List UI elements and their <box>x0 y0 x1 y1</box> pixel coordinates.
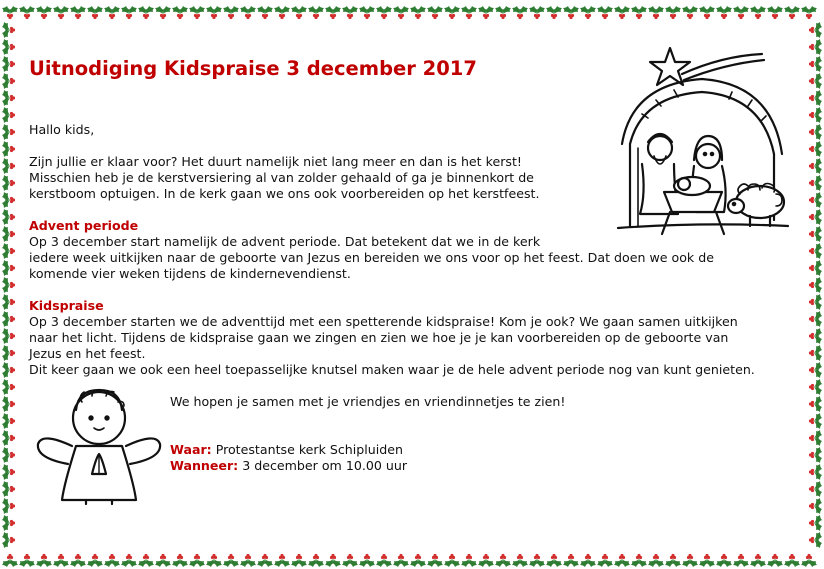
holly-sprig-icon <box>291 554 307 567</box>
holly-sprig-icon <box>580 6 596 19</box>
holly-sprig-icon <box>478 6 494 19</box>
holly-sprig-icon <box>121 6 137 19</box>
holly-sprig-icon <box>784 554 800 567</box>
holly-sprig-icon <box>809 141 822 157</box>
holly-sprig-icon <box>809 294 822 310</box>
holly-sprig-icon <box>291 6 307 19</box>
holly-sprig-icon <box>274 6 290 19</box>
holly-sprig-icon <box>546 6 562 19</box>
holly-sprig-icon <box>2 243 15 259</box>
holly-sprig-icon <box>444 554 460 567</box>
holly-sprig-icon <box>478 554 494 567</box>
holly-sprig-icon <box>809 56 822 72</box>
holly-sprig-icon <box>427 554 443 567</box>
holly-sprig-icon <box>172 554 188 567</box>
holly-sprig-icon <box>2 413 15 429</box>
holly-sprig-icon <box>2 362 15 378</box>
holly-sprig-icon <box>342 554 358 567</box>
holly-sprig-icon <box>257 554 273 567</box>
holly-sprig-icon <box>631 6 647 19</box>
holly-sprig-icon <box>809 158 822 174</box>
holly-sprig-icon <box>2 447 15 463</box>
kidspraise-heading: Kidspraise <box>29 298 104 313</box>
holly-sprig-icon <box>614 554 630 567</box>
holly-sprig-icon <box>308 6 324 19</box>
kidspraise-line: Dit keer gaan we ook een heel toepasselijke knutsel maken waar je de hele advent periode nog van kunt genieten. <box>29 362 755 377</box>
holly-sprig-icon <box>784 6 800 19</box>
angel-illustration-icon <box>34 384 164 506</box>
holly-sprig-icon <box>2 328 15 344</box>
intro-line: kerstboom optuigen. In de kerk gaan we ons ook voorbereiden op het kerstfeest. <box>29 186 540 201</box>
holly-sprig-icon <box>2 396 15 412</box>
holly-sprig-icon <box>733 554 749 567</box>
holly-sprig-icon <box>801 6 817 19</box>
holly-sprig-icon <box>809 481 822 497</box>
closing-text: We hopen je samen met je vriendjes en vriendinnetjes te zien! <box>170 394 566 409</box>
where-value: Protestantse kerk Schipluiden <box>215 442 403 457</box>
holly-sprig-icon <box>138 554 154 567</box>
holly-sprig-icon <box>2 226 15 242</box>
holly-sprig-icon <box>809 192 822 208</box>
holly-sprig-icon <box>809 362 822 378</box>
holly-sprig-icon <box>631 554 647 567</box>
holly-sprig-icon <box>325 554 341 567</box>
kidspraise-line: Op 3 december starten we de adventtijd met een spetterende kidspraise! Kom je ook? We gaan samen uitkijken <box>29 314 738 329</box>
holly-sprig-icon <box>461 554 477 567</box>
holly-sprig-icon <box>809 379 822 395</box>
holly-sprig-icon <box>809 464 822 480</box>
holly-sprig-icon <box>809 22 822 38</box>
holly-sprig-icon <box>648 6 664 19</box>
holly-sprig-icon <box>767 554 783 567</box>
holly-sprig-icon <box>2 515 15 531</box>
holly-sprig-icon <box>104 554 120 567</box>
holly-sprig-icon <box>444 6 460 19</box>
holly-sprig-icon <box>750 6 766 19</box>
holly-sprig-icon <box>665 554 681 567</box>
holly-sprig-icon <box>809 515 822 531</box>
holly-sprig-icon <box>2 464 15 480</box>
holly-sprig-icon <box>767 6 783 19</box>
advent-line: komende vier weken tijdens de kindernevendienst. <box>29 266 351 281</box>
holly-sprig-icon <box>53 6 69 19</box>
holly-sprig-icon <box>809 243 822 259</box>
page-title: Uitnodiging Kidspraise 3 december 2017 <box>29 57 477 80</box>
holly-sprig-icon <box>2 481 15 497</box>
holly-sprig-icon <box>563 6 579 19</box>
holly-sprig-icon <box>2 345 15 361</box>
holly-sprig-icon <box>580 554 596 567</box>
holly-sprig-icon <box>809 447 822 463</box>
where-line <box>170 442 403 458</box>
holly-sprig-icon <box>2 532 15 548</box>
holly-sprig-icon <box>87 554 103 567</box>
holly-sprig-icon <box>240 6 256 19</box>
intro-line: Zijn jullie er klaar voor? Het duurt namelijk niet lang meer en dan is het kerst! <box>29 154 522 169</box>
holly-sprig-icon <box>427 6 443 19</box>
holly-sprig-icon <box>648 554 664 567</box>
holly-sprig-icon <box>512 6 528 19</box>
holly-sprig-icon <box>2 141 15 157</box>
holly-sprig-icon <box>257 6 273 19</box>
holly-sprig-icon <box>308 554 324 567</box>
holly-sprig-icon <box>2 554 18 567</box>
holly-sprig-icon <box>461 6 477 19</box>
holly-sprig-icon <box>70 6 86 19</box>
holly-sprig-icon <box>809 175 822 191</box>
holly-sprig-icon <box>529 554 545 567</box>
holly-sprig-icon <box>393 554 409 567</box>
greeting: Hallo kids, <box>29 122 95 137</box>
holly-sprig-icon <box>809 73 822 89</box>
holly-sprig-icon <box>809 209 822 225</box>
holly-sprig-icon <box>2 158 15 174</box>
holly-sprig-icon <box>809 107 822 123</box>
holly-sprig-icon <box>809 39 822 55</box>
holly-sprig-icon <box>223 6 239 19</box>
holly-sprig-icon <box>189 554 205 567</box>
kidspraise-line: Jezus en het feest. <box>29 346 146 361</box>
holly-sprig-icon <box>87 6 103 19</box>
when-label: Wanneer: <box>170 458 239 473</box>
holly-sprig-icon <box>2 498 15 514</box>
holly-sprig-icon <box>809 532 822 548</box>
holly-sprig-icon <box>393 6 409 19</box>
holly-sprig-icon <box>2 90 15 106</box>
holly-sprig-icon <box>376 554 392 567</box>
holly-sprig-icon <box>699 554 715 567</box>
holly-sprig-icon <box>682 6 698 19</box>
holly-sprig-icon <box>240 554 256 567</box>
holly-sprig-icon <box>155 554 171 567</box>
holly-sprig-icon <box>138 6 154 19</box>
holly-sprig-icon <box>359 554 375 567</box>
holly-sprig-icon <box>665 6 681 19</box>
holly-sprig-icon <box>809 345 822 361</box>
holly-sprig-icon <box>809 226 822 242</box>
holly-sprig-icon <box>2 379 15 395</box>
holly-sprig-icon <box>2 22 15 38</box>
holly-sprig-icon <box>36 6 52 19</box>
holly-sprig-icon <box>716 554 732 567</box>
holly-sprig-icon <box>801 554 817 567</box>
holly-sprig-icon <box>809 260 822 276</box>
holly-sprig-icon <box>70 554 86 567</box>
when-value: 3 december om 10.00 uur <box>242 458 408 473</box>
holly-sprig-icon <box>809 498 822 514</box>
advent-heading: Advent periode <box>29 218 139 233</box>
holly-sprig-icon <box>53 554 69 567</box>
holly-sprig-icon <box>682 554 698 567</box>
holly-sprig-icon <box>495 6 511 19</box>
holly-sprig-icon <box>809 430 822 446</box>
holly-sprig-icon <box>104 6 120 19</box>
holly-sprig-icon <box>2 311 15 327</box>
kidspraise-line: naar het licht. Tijdens de kidspraise gaan we zingen en zien we hoe je je kan voorbereiden op de geboorte van <box>29 330 729 345</box>
advent-line: iedere week uitkijken naar de geboorte van Jezus en bereiden we ons voor op het feest. Dat doen we ook de <box>29 250 714 265</box>
holly-sprig-icon <box>2 39 15 55</box>
holly-sprig-icon <box>2 6 18 19</box>
holly-sprig-icon <box>2 430 15 446</box>
holly-sprig-icon <box>733 6 749 19</box>
holly-sprig-icon <box>376 6 392 19</box>
holly-sprig-icon <box>410 554 426 567</box>
holly-sprig-icon <box>512 554 528 567</box>
holly-sprig-icon <box>597 6 613 19</box>
nativity-illustration-icon <box>612 44 792 236</box>
holly-sprig-icon <box>2 124 15 140</box>
holly-sprig-icon <box>342 6 358 19</box>
intro-line: Misschien heb je de kerstversiering al van zolder gehaald of ga je binnenkort de <box>29 170 534 185</box>
holly-sprig-icon <box>325 6 341 19</box>
holly-sprig-icon <box>716 6 732 19</box>
holly-sprig-icon <box>809 277 822 293</box>
holly-sprig-icon <box>563 554 579 567</box>
holly-sprig-icon <box>809 124 822 140</box>
holly-sprig-icon <box>597 554 613 567</box>
holly-sprig-icon <box>223 554 239 567</box>
holly-sprig-icon <box>614 6 630 19</box>
holly-sprig-icon <box>206 554 222 567</box>
holly-sprig-icon <box>2 277 15 293</box>
holly-sprig-icon <box>809 396 822 412</box>
holly-sprig-icon <box>189 6 205 19</box>
holly-sprig-icon <box>274 554 290 567</box>
holly-sprig-icon <box>155 6 171 19</box>
holly-sprig-icon <box>19 554 35 567</box>
when-line <box>170 458 407 474</box>
holly-sprig-icon <box>2 192 15 208</box>
holly-sprig-icon <box>2 209 15 225</box>
holly-sprig-icon <box>2 175 15 191</box>
holly-sprig-icon <box>19 6 35 19</box>
holly-sprig-icon <box>206 6 222 19</box>
holly-sprig-icon <box>2 56 15 72</box>
holly-sprig-icon <box>36 554 52 567</box>
holly-sprig-icon <box>410 6 426 19</box>
holly-sprig-icon <box>2 260 15 276</box>
holly-sprig-icon <box>529 6 545 19</box>
holly-sprig-icon <box>809 311 822 327</box>
holly-sprig-icon <box>809 328 822 344</box>
holly-sprig-icon <box>121 554 137 567</box>
holly-sprig-icon <box>546 554 562 567</box>
holly-sprig-icon <box>2 294 15 310</box>
holly-sprig-icon <box>809 413 822 429</box>
advent-line: Op 3 december start namelijk de advent periode. Dat betekent dat we in de kerk <box>29 234 541 249</box>
holly-sprig-icon <box>750 554 766 567</box>
holly-sprig-icon <box>495 554 511 567</box>
holly-sprig-icon <box>2 107 15 123</box>
holly-sprig-icon <box>2 73 15 89</box>
where-label: Waar: <box>170 442 212 457</box>
holly-sprig-icon <box>172 6 188 19</box>
holly-sprig-icon <box>359 6 375 19</box>
holly-sprig-icon <box>699 6 715 19</box>
holly-sprig-icon <box>809 90 822 106</box>
